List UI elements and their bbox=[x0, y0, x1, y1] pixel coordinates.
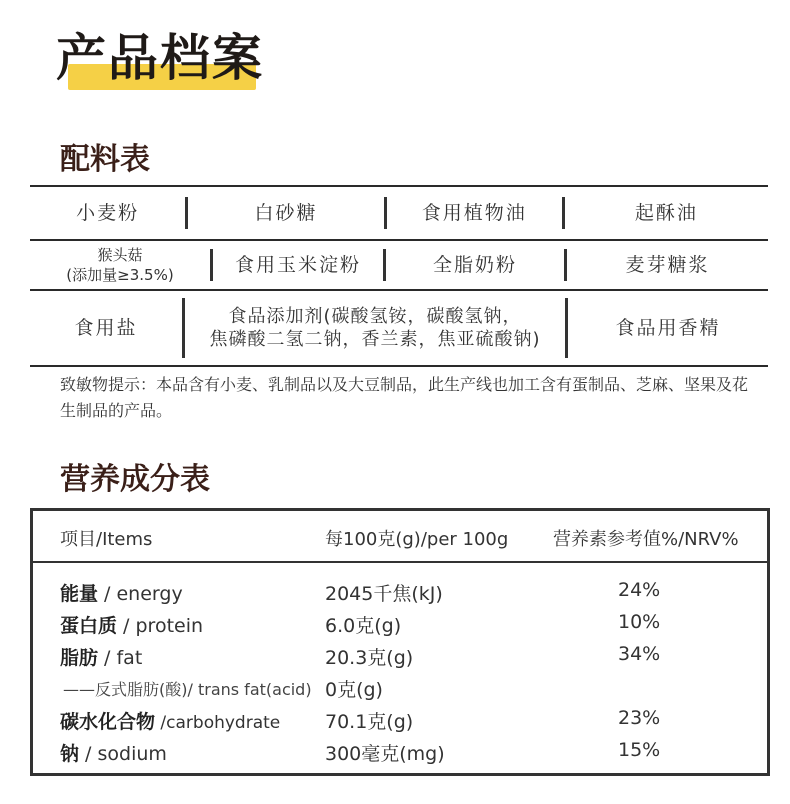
ingredients-title: 配料表 bbox=[60, 142, 150, 177]
ingredients-row-2 bbox=[30, 241, 768, 289]
nutrient-name-en: /carbohydrate bbox=[155, 713, 281, 733]
nutrient-name bbox=[60, 611, 203, 638]
nutrient-nrv: 15% bbox=[618, 739, 661, 761]
nutrient-name-zh: 蛋白质 bbox=[60, 615, 118, 637]
nutrient-name bbox=[60, 579, 183, 606]
nutrient-name-en: / energy bbox=[98, 583, 183, 605]
nutrient-value: 20.3克(g) bbox=[325, 647, 414, 669]
nutrition-row-fat bbox=[33, 639, 767, 671]
nutrition-header-items: 项目/Items bbox=[60, 529, 153, 550]
nutrient-nrv: 23% bbox=[618, 707, 661, 729]
page-title-block bbox=[56, 22, 286, 94]
nutrient-name-zh: 脂肪 bbox=[60, 647, 99, 669]
nutrient-name-en: ——反式脂肪(酸)/ trans fat(acid) bbox=[63, 680, 312, 699]
nutrient-name-zh: 碳水化合物 bbox=[60, 711, 156, 733]
nutrition-table bbox=[30, 508, 770, 776]
ingredient-cell: 食用植物油 bbox=[421, 201, 527, 224]
ingredient-line: (添加量≥3.5%) bbox=[66, 266, 174, 284]
page-title: 产品档案 bbox=[56, 29, 264, 87]
ingredient-cell: 食品用香精 bbox=[615, 316, 721, 339]
ingredient-cell: 食用玉米淀粉 bbox=[234, 253, 361, 276]
nutrition-row-carbohydrate bbox=[33, 703, 767, 735]
nutrition-row-trans-fat bbox=[33, 671, 767, 703]
nutrient-value: 70.1克(g) bbox=[325, 711, 414, 733]
nutrient-name-zh: 能量 bbox=[60, 583, 99, 605]
nutrient-nrv: 10% bbox=[618, 611, 661, 633]
ingredient-cell: 小麦粉 bbox=[76, 201, 140, 224]
allergy-notice: 致敏物提示：本品含有小麦、乳制品以及大豆制品，此生产线也加工含有蛋制品、芝麻、坚果及花生制品的产品。 bbox=[60, 375, 749, 420]
ingredient-cell: 起酥油 bbox=[634, 201, 698, 224]
nutrition-row-energy bbox=[33, 575, 767, 607]
nutrient-name-en: / fat bbox=[98, 647, 143, 669]
ingredient-cell: 白砂糖 bbox=[254, 201, 318, 224]
nutrition-row-sodium bbox=[33, 735, 767, 767]
ingredient-cell: 食用盐 bbox=[74, 316, 138, 339]
ingredients-row-1 bbox=[30, 187, 768, 239]
ingredient-cell: 全脂奶粉 bbox=[432, 253, 517, 276]
nutrient-name-en: / protein bbox=[117, 615, 204, 637]
ingredient-cell bbox=[30, 241, 210, 289]
nutrition-header-row bbox=[33, 511, 767, 561]
nutrient-name-en: / sodium bbox=[79, 743, 167, 765]
nutrient-name bbox=[60, 739, 167, 766]
nutrient-value: 6.0克(g) bbox=[325, 615, 402, 637]
nutrient-name-zh: 钠 bbox=[60, 743, 80, 765]
nutrition-row-protein bbox=[33, 607, 767, 639]
nutrition-title: 营养成分表 bbox=[60, 462, 210, 497]
ingredient-line: 猴头菇 bbox=[97, 246, 143, 264]
ingredient-cell: 麦芽糖浆 bbox=[625, 253, 710, 276]
nutrition-header-per100g: 每100克(g)/per 100g bbox=[325, 529, 509, 550]
ingredient-line: 食品添加剂(碳酸氢铵，碳酸氢钠， bbox=[228, 306, 522, 327]
nutrient-name bbox=[60, 643, 142, 670]
nutrient-nrv: 24% bbox=[618, 579, 661, 601]
nutrient-name bbox=[63, 677, 312, 700]
nutrition-header-divider bbox=[33, 561, 767, 563]
nutrient-name bbox=[60, 707, 280, 734]
nutrient-value: 300毫克(mg) bbox=[325, 743, 445, 765]
ingredients-rule-bottom bbox=[30, 365, 768, 367]
nutrient-value: 0克(g) bbox=[325, 679, 383, 701]
nutrient-value: 2045千焦(kJ) bbox=[325, 583, 443, 605]
ingredient-cell bbox=[185, 291, 565, 365]
ingredient-line: 焦磷酸二氢二钠，香兰素，焦亚硫酸钠) bbox=[209, 329, 541, 350]
nutrient-nrv: 34% bbox=[618, 643, 661, 665]
ingredients-row-3 bbox=[30, 291, 768, 365]
nutrition-header-nrv: 营养素参考值%/NRV% bbox=[553, 529, 739, 550]
